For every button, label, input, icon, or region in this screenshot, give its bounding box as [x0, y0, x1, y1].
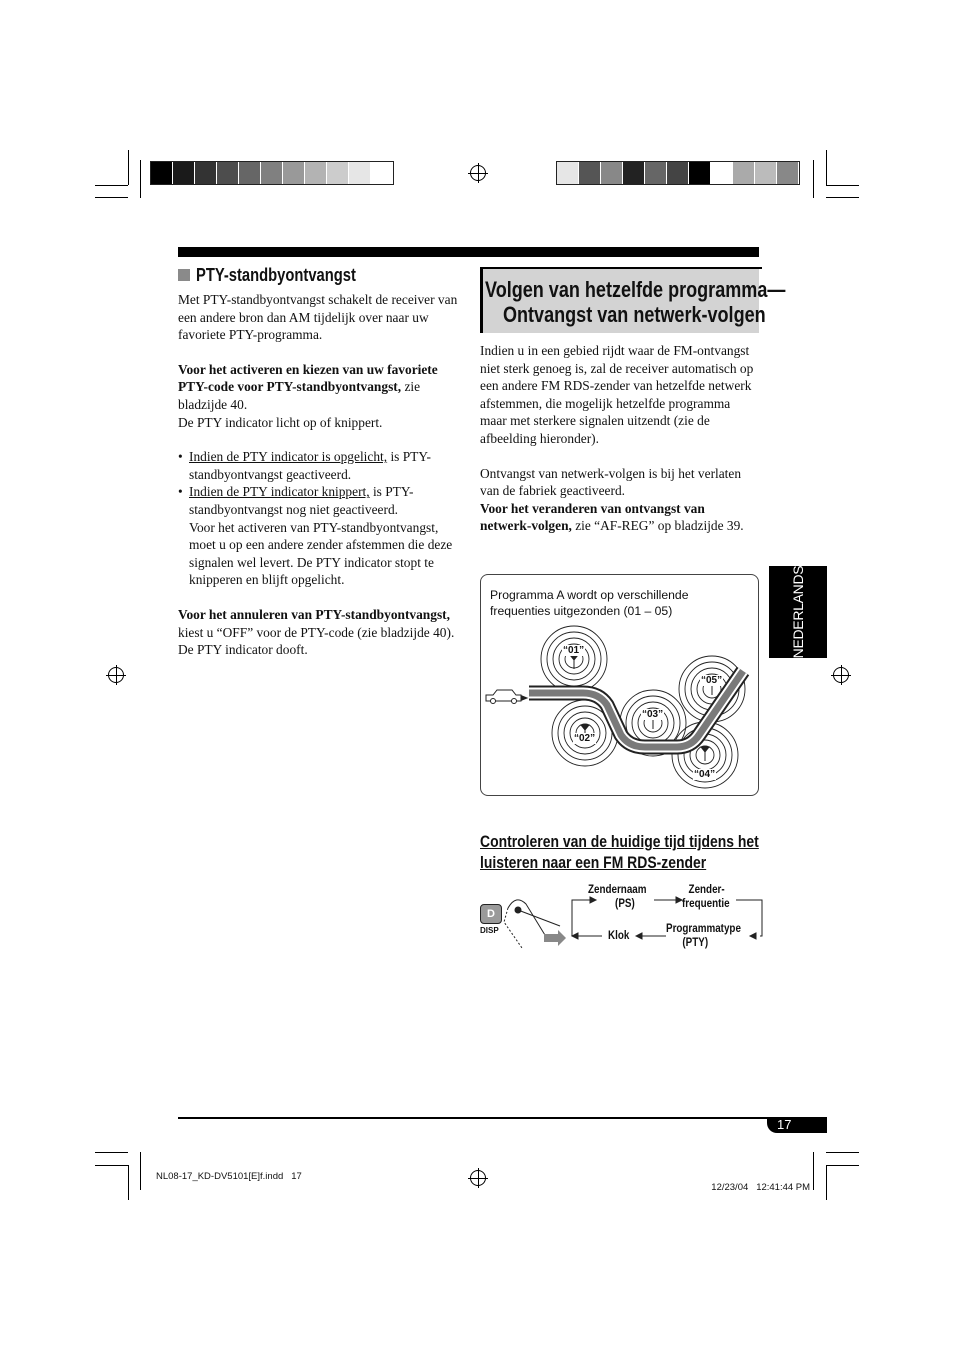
- registration-mark-left: [108, 667, 124, 683]
- bullet-lit-underlined: Indien de PTY indicator is opgelicht,: [189, 449, 388, 465]
- color-swatch: [371, 162, 393, 184]
- color-swatch: [283, 162, 305, 184]
- registration-mark-top: [470, 165, 486, 181]
- page-number-tab: [767, 1117, 827, 1133]
- color-swatch: [327, 162, 349, 184]
- car-icon: [486, 690, 527, 704]
- bullet-blink: [178, 483, 460, 589]
- flow-clock: Klok: [608, 928, 630, 942]
- section-title-line2: Ontvangst van netwerk-volgen: [503, 302, 766, 327]
- color-swatch: [667, 162, 689, 184]
- flow-pty-line1: Programmatype: [666, 921, 741, 935]
- flow-pty: [666, 921, 741, 949]
- network-change-bold: Voor het veranderen van ontvangst van netwerk-volgen,: [480, 500, 705, 534]
- disp-label: DISP: [480, 926, 499, 935]
- color-swatch: [689, 162, 711, 184]
- top-rule: [178, 247, 759, 257]
- color-swatch: [305, 162, 327, 184]
- flow-frequency: [682, 882, 730, 910]
- color-swatch: [217, 162, 239, 184]
- network-diagram: [480, 574, 759, 796]
- pty-cancel-para: [178, 606, 460, 659]
- color-swatch: [755, 162, 777, 184]
- registration-mark-bottom: [470, 1170, 486, 1186]
- flow-frequency-line2: frequentie: [682, 896, 730, 910]
- color-swatch: [195, 162, 217, 184]
- language-tab: [769, 566, 827, 658]
- color-swatch: [711, 162, 733, 184]
- color-swatch: [601, 162, 623, 184]
- disp-button[interactable]: [480, 904, 502, 924]
- color-swatch: [645, 162, 667, 184]
- diagram-caption: Programma A wordt op verschillende frequenties uitgezonden (01 – 05): [490, 588, 689, 618]
- network-change-para: [480, 500, 759, 535]
- color-swatch: [239, 162, 261, 184]
- disp-key-letter: D: [487, 908, 495, 920]
- bullet-lit: [178, 448, 460, 483]
- pty-activate-para: [178, 361, 460, 414]
- clock-subheading: [480, 831, 820, 873]
- color-swatch: [173, 162, 195, 184]
- color-bar-left: [150, 161, 394, 185]
- footer-file: NL08-17_KD-DV5101[E]f.indd 17: [156, 1171, 302, 1182]
- flow-station-name-line2: (PS): [615, 896, 635, 910]
- pty-intro: Met PTY-standbyontvangst schakelt de receiver van een andere bron dan AM tijdelijk over naar uw favoriete PTY-programma.: [178, 292, 458, 343]
- footer-date: 12/23/04: [711, 1182, 749, 1193]
- pty-heading: PTY-standbyontvangst: [196, 264, 356, 285]
- antenna-01: [570, 655, 578, 669]
- color-swatch: [579, 162, 601, 184]
- square-bullet-icon: [178, 269, 190, 281]
- disp-flow-diagram: [478, 878, 768, 950]
- network-change-rest: zie “AF-REG” op bladzijde 39.: [571, 518, 744, 534]
- section-heading: [178, 264, 460, 286]
- bullet-blink-rest: is PTY-standbyontvangst nog niet geactiveerd.: [189, 484, 414, 517]
- right-column-text: [480, 342, 759, 535]
- color-swatch: [349, 162, 371, 184]
- registration-mark-right: [833, 667, 849, 683]
- left-column: [178, 264, 460, 659]
- title-top-line: [480, 267, 762, 269]
- pty-activate-rest: zie bladzijde 40.: [178, 379, 421, 412]
- clock-subheading-line1: Controleren van de huidige tijd tijdens het: [480, 832, 759, 851]
- color-swatch: [261, 162, 283, 184]
- pty-indicator-note: De PTY indicator licht op of knippert.: [178, 414, 383, 430]
- section-title-box: [480, 267, 786, 333]
- bottom-rule: [178, 1117, 827, 1119]
- pty-activate-bold: Voor het activeren en kiezen van uw favoriete PTY-code voor PTY-standbyontvangst,: [178, 361, 438, 395]
- antenna-04: [701, 747, 709, 761]
- footer-time: 12:41:44 PM: [756, 1182, 811, 1193]
- language-tab-label: NEDERLANDS: [790, 565, 806, 659]
- bullet-lit-rest: is PTY-standbyontvangst geactiveerd.: [189, 449, 431, 482]
- color-swatch: [557, 162, 579, 184]
- pty-cancel-bold: Voor het annuleren van PTY-standbyontvangst,: [178, 606, 450, 622]
- pty-cancel-rest: kiest u “OFF” voor de PTY-code (zie bladzijde 40). De PTY indicator dooft.: [178, 624, 455, 658]
- station-label-03: “03”: [642, 709, 664, 720]
- network-default: Ontvangst van netwerk-volgen is bij het verlaten van de fabriek geactiveerd.: [480, 465, 742, 499]
- section-title-line1: Volgen van hetzelfde programma—: [485, 277, 786, 302]
- pty-bullets: [178, 448, 460, 589]
- color-swatch: [151, 162, 173, 184]
- bullet-blink-underlined: Indien de PTY indicator knippert,: [189, 484, 370, 500]
- flow-frequency-line1: Zender-: [688, 882, 725, 896]
- bullet-blink-more: Voor het activeren van PTY-standbyontvangst, moet u op een andere zender afstemmen die deze signalen wel levert. De PTY indicator stopt te knipperen en blijft opgelicht.: [189, 519, 453, 588]
- color-bar-right: [556, 161, 800, 185]
- press-arrow-icon: [544, 930, 566, 946]
- station-label-04: “04”: [694, 769, 716, 780]
- flow-pty-line2: (PTY): [682, 935, 709, 949]
- color-swatch: [777, 162, 799, 184]
- flow-station-name: [588, 882, 645, 910]
- network-intro: Indien u in een gebied rijdt waar de FM-ontvangst niet sterk genoeg is, zal de receiver automatisch op een andere FM RDS-zender van hetzelfde netwerk afstemmen, die mogelijk hetzelfde programma maar met sterkere signalen uitzendt (zie de afbeelding hieronder).: [480, 343, 754, 446]
- page-number: 17: [777, 1117, 792, 1132]
- flow-station-name-line1: Zendernaam: [588, 882, 647, 896]
- color-swatch: [733, 162, 755, 184]
- station-label-01: “01”: [563, 645, 585, 656]
- station-label-02: “02”: [574, 733, 596, 744]
- color-swatch: [623, 162, 645, 184]
- clock-subheading-line2: luisteren naar een FM RDS-zender: [480, 853, 707, 872]
- station-label-05: “05”: [701, 675, 723, 686]
- footer-timestamp: [706, 1171, 810, 1193]
